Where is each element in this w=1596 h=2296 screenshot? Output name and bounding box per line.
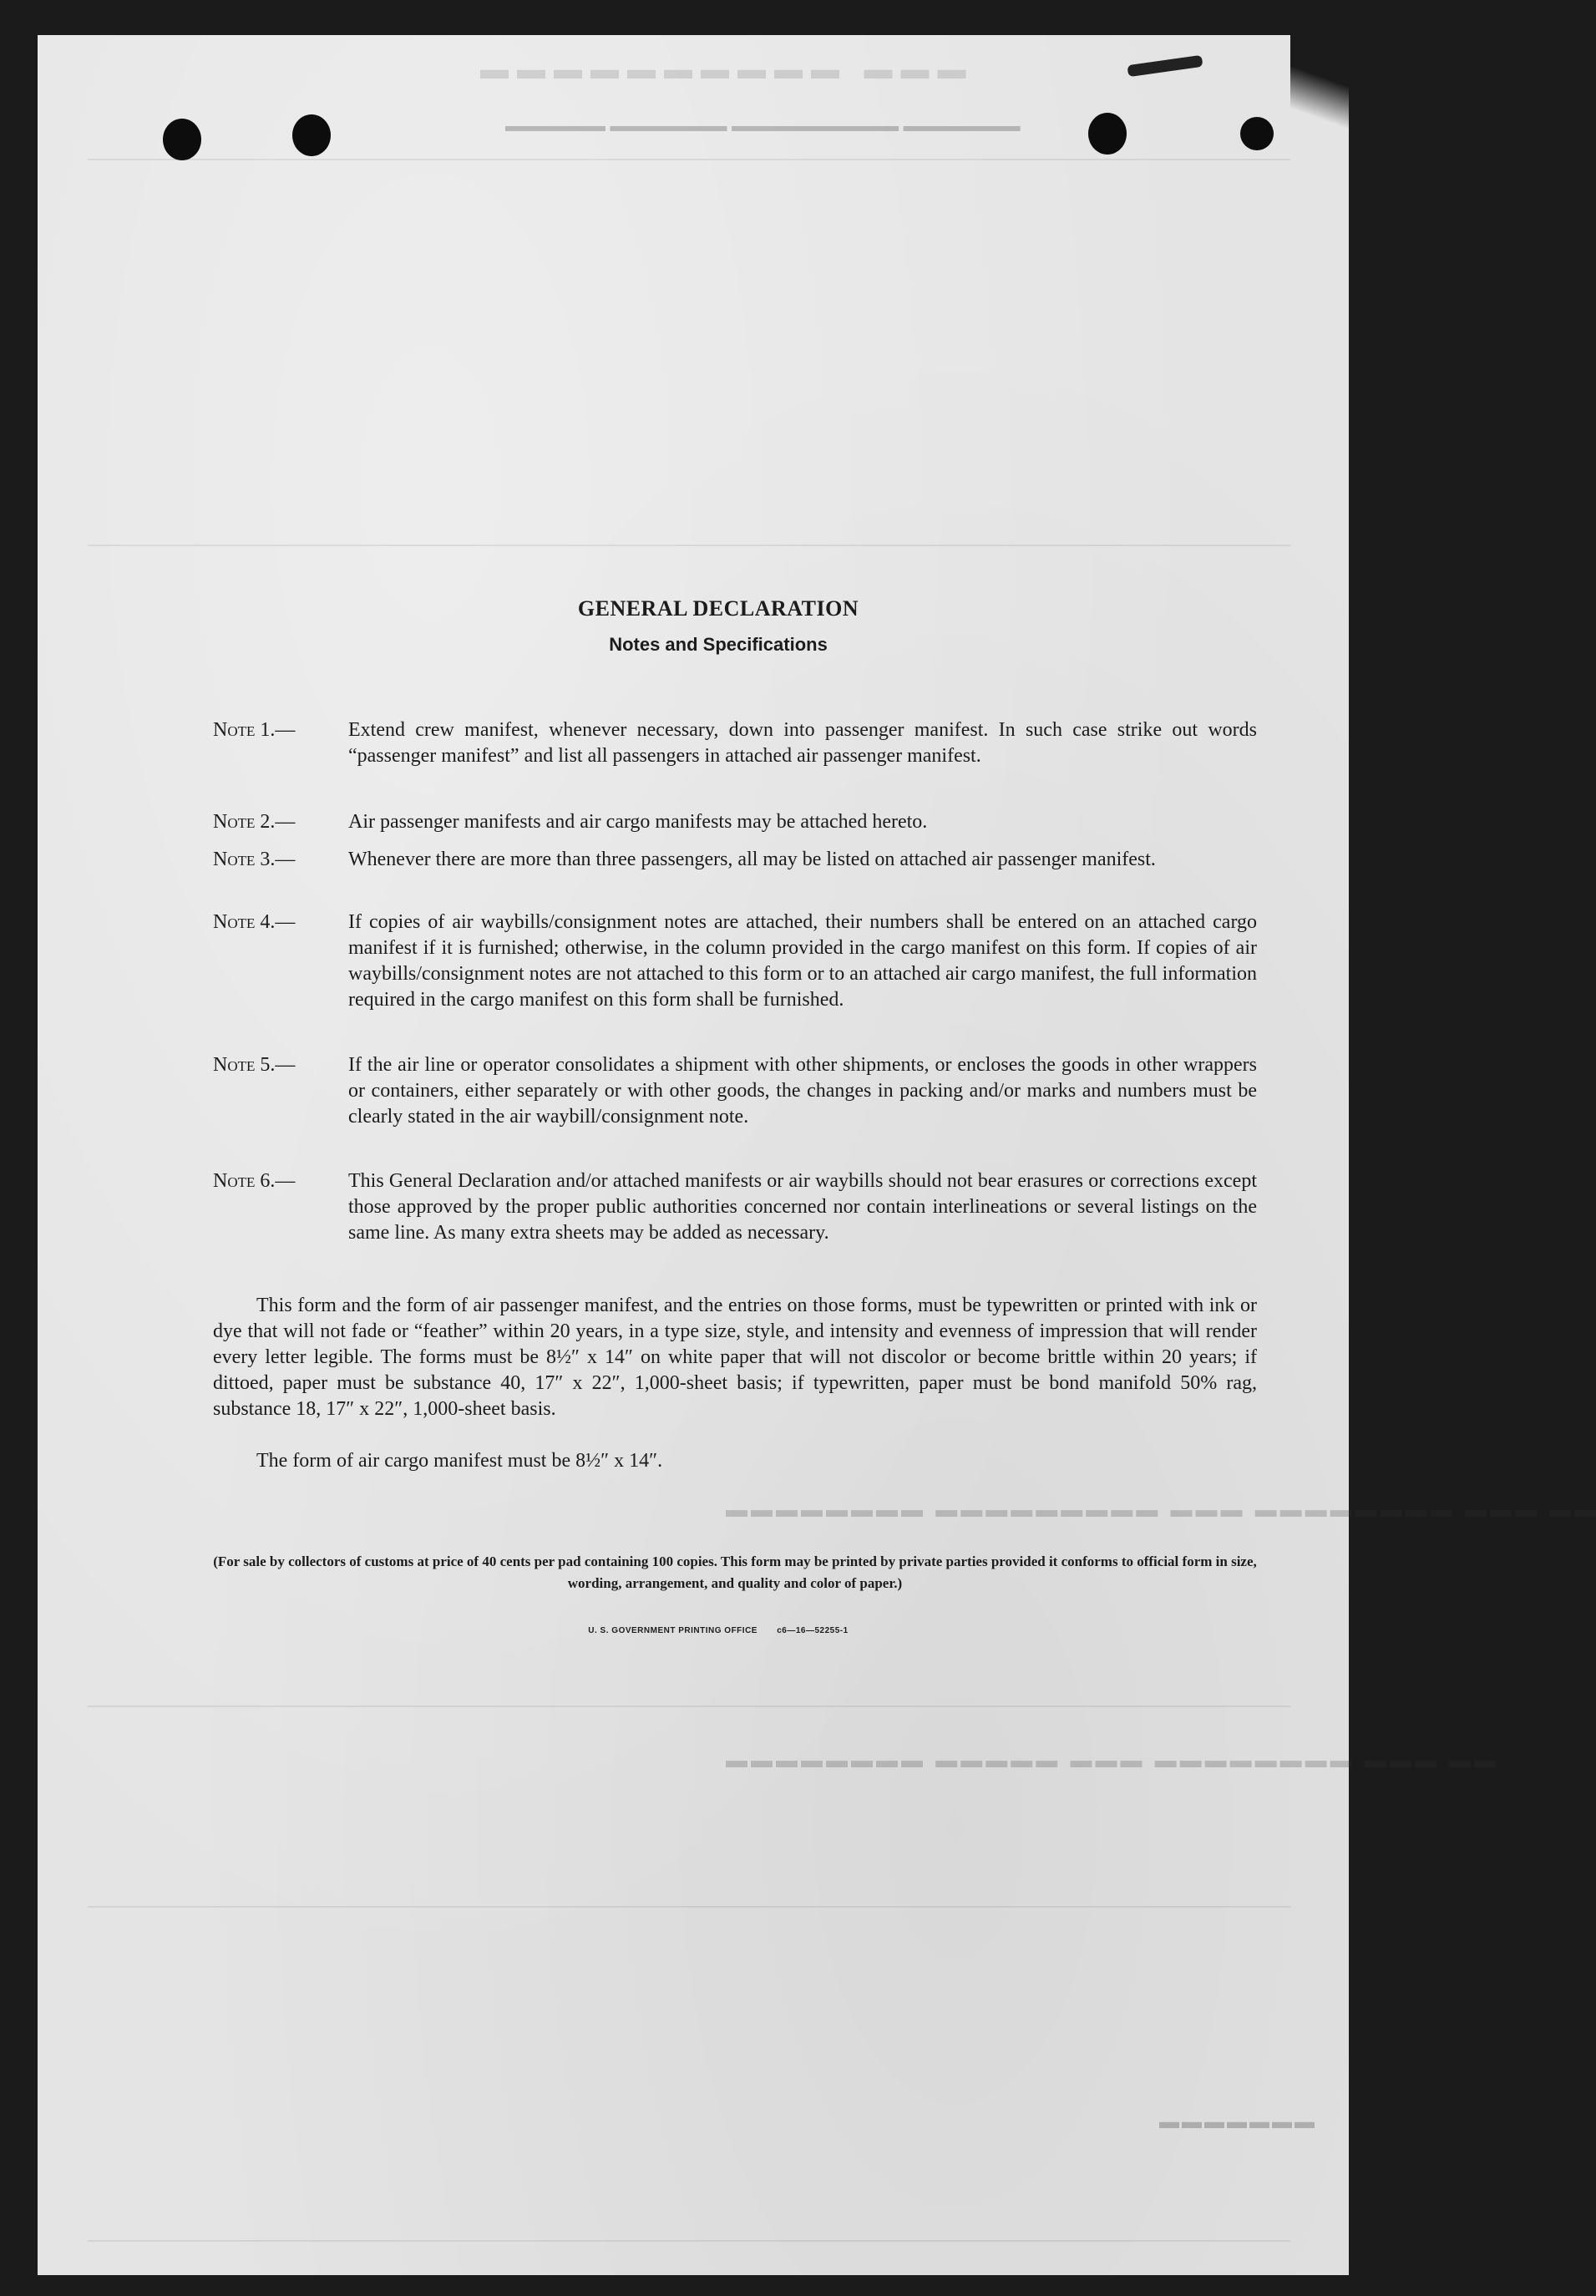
note-text: If copies of air waybills/consignment notes are attached, their numbers shall be entered on an attached cargo manifest if it is furnished; otherwise, in the column provided in the cargo manifest on this form. If copies of air waybills/consignment notes are not attached to this form or to an attached air cargo manifest, the full information required in the cargo manifest on this form shall be furnished. <box>348 911 1257 1011</box>
note-2: Note 2.— Air passenger manifests and air cargo manifests may be attached hereto. <box>213 809 1257 835</box>
printer-name: U. S. GOVERNMENT PRINTING OFFICE <box>588 1626 757 1635</box>
note-text: If the air line or operator consolidates a shipment with other shipments, or encloses the goods in other wrappers or containers, either separately or with other goods, the changes in packing and/or marks and numbers must be clearly stated in the air waybill/consignment note. <box>348 1054 1257 1128</box>
cargo-manifest-size: The form of air cargo manifest must be 8½″ x 14″. <box>256 1450 663 1472</box>
show-through-heading: ▬▬▬ ▬▬▬▬▬▬▬▬▬▬ <box>472 53 966 85</box>
show-through-line: ▬▬▬▬▬▬▬ <box>1157 2111 1315 2133</box>
note-label: Note 5. <box>213 1054 276 1076</box>
note-label: Note 2. <box>213 811 276 833</box>
note-6: Note 6.— This General Declaration and/or attached manifests or air waybills should not bear erasures or corrections except those approved by the proper public authorities concerned nor contain interlineations or several listings on the same line. As many extra sheets may be added as necessary. <box>213 1168 1257 1246</box>
ink-mark <box>1127 55 1203 77</box>
note-label: Note 4. <box>213 911 276 933</box>
punch-hole <box>1088 113 1127 155</box>
note-label: Note 6. <box>213 1170 276 1192</box>
show-through-rule <box>88 1906 1290 1908</box>
note-text: Whenever there are more than three passengers, all may be listed on attached air passenger manifest. <box>348 849 1156 870</box>
show-through-line: ▬▬▬▬▬▬▬ ▬▬▬▬▬▬▬▬▬▬ ▬▬▬▬▬▬▬ ▬▬▬▬▬▬ <box>505 117 1021 135</box>
show-through-rule <box>88 545 1290 546</box>
note-5: Note 5.— If the air line or operator consolidates a shipment with other shipments, or encloses the goods in other wrappers or containers, either separately or with other goods, the changes in packing and/or marks and numbers must be clearly stated in the air waybill/consignment note. <box>213 1052 1257 1130</box>
note-label: Note 1. <box>213 719 276 741</box>
punch-hole <box>163 119 201 160</box>
show-through-rule <box>88 159 1290 160</box>
show-through-rule <box>88 2240 1290 2242</box>
show-through-rule <box>88 1706 1290 1707</box>
note-text: This General Declaration and/or attached manifests or air waybills should not bear erasures or corrections except those approved by the proper public authorities concerned nor contain interlineations or several listings on the same line. As many extra sheets may be added as necessary. <box>348 1170 1257 1244</box>
document-title: GENERAL DECLARATION <box>577 596 859 621</box>
sale-notice: (For sale by collectors of customs at price of 40 cents per pad containing 100 copies. This form may be printed by private parties provided it conforms to official form in size, wording, arrangement, and quality and color of paper.) <box>213 1553 1257 1591</box>
document-page <box>38 35 1596 2275</box>
printer-code: c6—16—52255-1 <box>777 1626 849 1635</box>
note-4: Note 4.— If copies of air waybills/consignment notes are attached, their numbers shall be entered on an attached cargo manifest if it is furnished; otherwise, in the column provided in the cargo manifest on this form. If copies of air waybills/consignment notes are not attached to this form or to an attached air cargo manifest, the full information required in the cargo manifest on this form shall be furnished. <box>213 910 1257 1013</box>
note-text: Air passenger manifests and air cargo manifests may be attached hereto. <box>348 811 928 833</box>
show-through-line: ▬▬ ▬▬▬ ▬▬▬▬▬▬▬▬ ▬▬▬ ▬▬▬▬▬ ▬▬▬▬▬▬▬▬ <box>722 1747 1497 1772</box>
torn-corner <box>1290 35 1349 185</box>
punch-hole <box>1240 117 1274 150</box>
document-subtitle: Notes and Specifications <box>609 634 828 655</box>
note-label: Note 3. <box>213 849 276 870</box>
note-text: Extend crew manifest, whenever necessary, down into passenger manifest. In such case strike out words “passenger manifest” and list all passengers in attached air passenger manifest. <box>348 719 1257 767</box>
note-3: Note 3.— Whenever there are more than three passengers, all may be listed on attached air passenger manifest. <box>213 847 1257 873</box>
show-through-line: ▬▬ ▬▬▬ ▬▬▬▬▬▬▬▬ ▬▬▬ ▬▬▬▬▬▬▬▬▬ ▬▬▬▬▬▬▬▬ <box>722 1497 1596 1522</box>
printer-imprint <box>175 1626 1261 1635</box>
punch-hole <box>292 114 331 156</box>
note-1: Note 1.— Extend crew manifest, whenever necessary, down into passenger manifest. In such case strike out words “passenger manifest” and list all passengers in attached air passenger manifest. <box>213 717 1257 769</box>
specification-paragraph: This form and the form of air passenger manifest, and the entries on those forms, must be typewritten or printed with ink or dye that will not fade or “feather” within 20 years, in a type size, style, and intensity and evenness of impression that will render every letter legible. The forms must be 8½″ x 14″ on white paper that will not discolor or become brittle within 20 years; if dittoed, paper must be substance 40, 17″ x 22″, 1,000-sheet basis; if typewritten, paper must be bond manifold 50% rag, substance 18, 17″ x 22″, 1,000-sheet basis. <box>213 1295 1257 1420</box>
